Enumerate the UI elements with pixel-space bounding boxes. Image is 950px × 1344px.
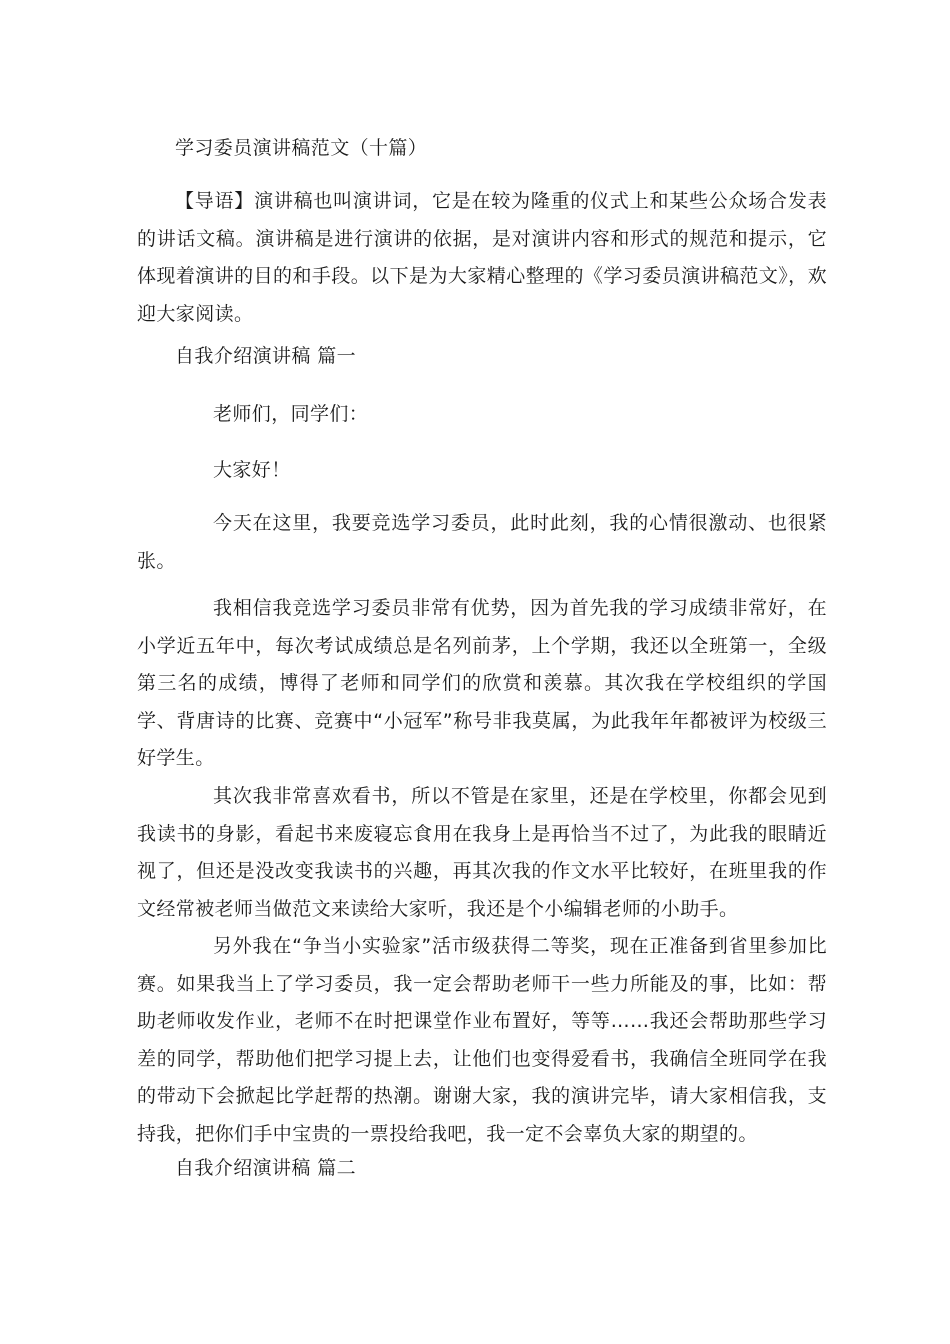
- intro-paragraph: 【导语】演讲稿也叫演讲词，它是在较为隆重的仪式上和某些公众场合发表的讲话文稿。演讲稿是进行演讲的依据，是对演讲内容和形式的规范和提示，它体现着演讲的目的和手段。以下是为大家精心整理的《学习委员演讲稿范文》，欢迎大家阅读。: [137, 190, 827, 325]
- section-heading-1: 自我介绍演讲稿 篇一: [175, 345, 357, 367]
- body-paragraph-3: 其次我非常喜欢看书，所以不管是在家里，还是在学校里，你都会见到我读书的身影，看起书来废寝忘食用在我身上是再恰当不过了，为此我的眼睛近视了，但还是没改变我读书的兴趣，再其次我的作文水平比较好，在班里我的作文经常被老师当做范文来读给大家听，我还是个小编辑老师的小助手。: [137, 785, 827, 920]
- body-paragraph-2: 我相信我竞选学习委员非常有优势，因为首先我的学习成绩非常好，在小学近五年中，每次考试成绩总是名列前茅，上个学期，我还以全班第一，全级第三名的成绩，博得了老师和同学们的欣赏和羡慕。其次我在学校组织的学国学、背唐诗的比赛、竞赛中“小冠军”称号非我莫属，为此我年年都被评为校级三好学生。: [137, 597, 827, 769]
- body-paragraph-4: 另外我在“争当小实验家”活市级获得二等奖，现在正准备到省里参加比赛。如果我当上了学习委员，我一定会帮助老师干一些力所能及的事，比如：帮助老师收发作业，老师不在时把课堂作业布置好，等等……我还会帮助那些学习差的同学，帮助他们把学习提上去，让他们也变得爱看书，我确信全班同学在我的带动下会掀起比学赶帮的热潮。谢谢大家，我的演讲完毕，请大家相信我，支持我，把你们手中宝贵的一票投给我吧，我一定不会辜负大家的期望的。: [137, 935, 827, 1145]
- body-paragraph-1: 今天在这里，我要竞选学习委员，此时此刻，我的心情很激动、也很紧张。: [137, 512, 827, 572]
- greeting-line: 老师们，同学们：: [213, 403, 369, 425]
- document-title: 学习委员演讲稿范文（十篇）: [175, 137, 428, 159]
- hello-line: 大家好！: [213, 459, 291, 481]
- section-heading-2: 自我介绍演讲稿 篇二: [175, 1157, 357, 1179]
